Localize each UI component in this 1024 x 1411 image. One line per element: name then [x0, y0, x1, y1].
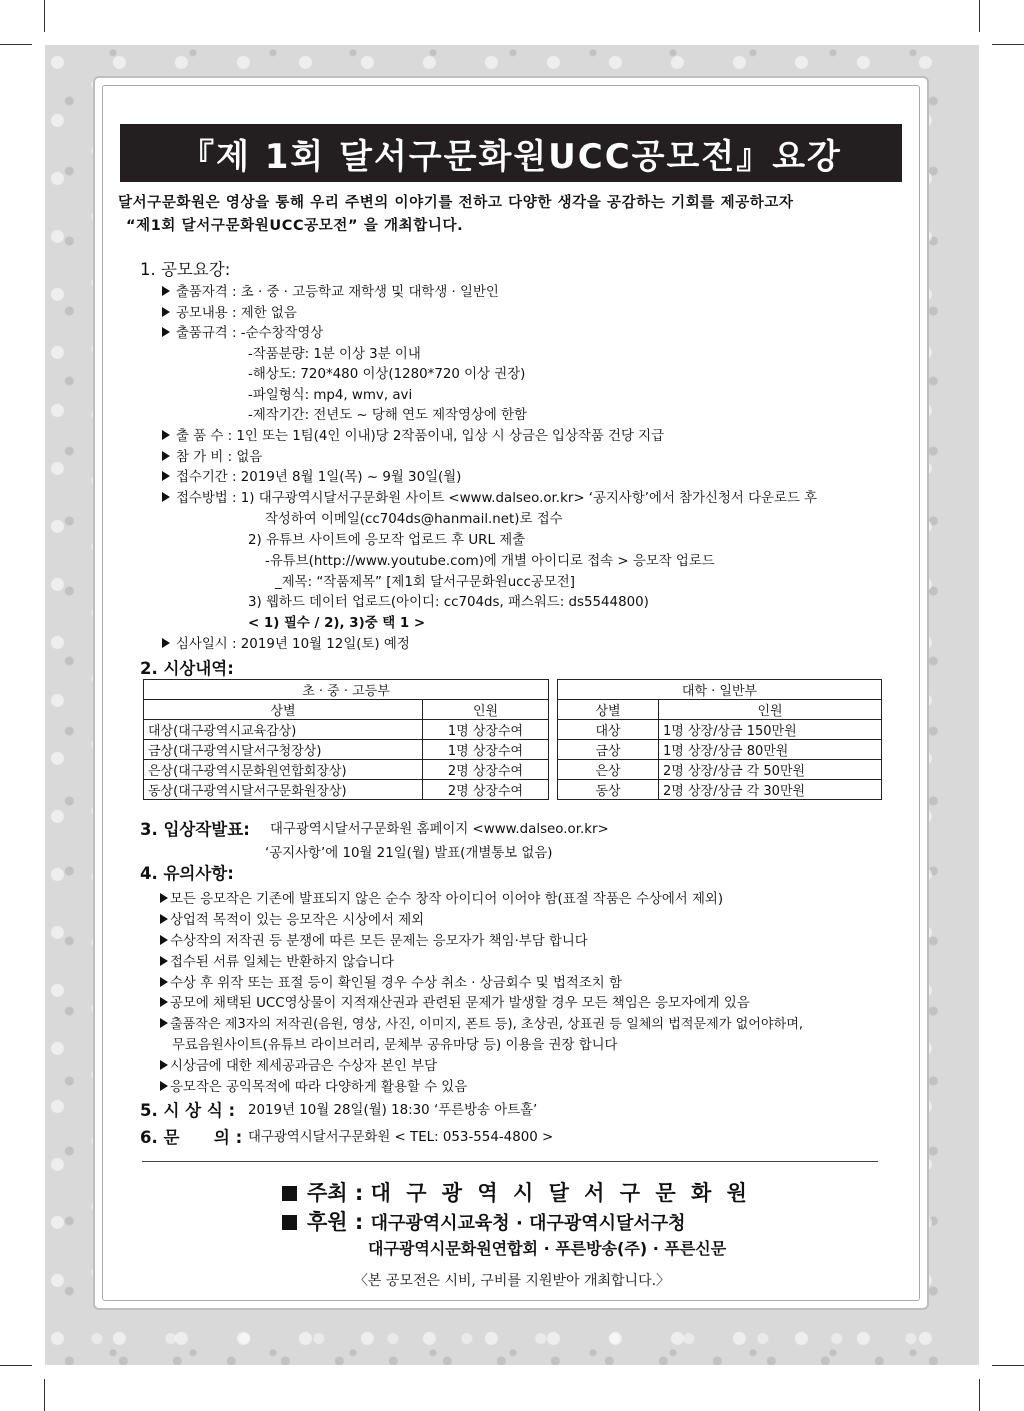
notice-text: 수상작의 저작권 등 분쟁에 따른 모든 문제는 응모자가 책임·부담 합니다	[170, 934, 588, 949]
table-row	[558, 740, 882, 760]
crop-mark	[992, 1365, 1024, 1366]
triangle-bullet-icon	[162, 471, 170, 481]
award-detail: 2명 상장수여	[423, 780, 549, 800]
table-row	[144, 760, 549, 780]
crop-mark	[979, 1379, 980, 1411]
triangle-bullet-icon	[162, 307, 170, 317]
content-row	[162, 302, 297, 321]
method-line: _제목: “작품제목” [제1회 달서구문화원ucc공모전]	[275, 575, 575, 590]
notice-text: 응모작은 공익목적에 따라 다양하게 활용할 수 있음	[170, 1080, 468, 1095]
award-name: 은상	[558, 760, 659, 780]
triangle-bullet-icon	[160, 1081, 168, 1091]
row-value: 없음	[236, 450, 263, 465]
section-6-heading: 6. 문 의 :	[140, 1128, 243, 1147]
section-1-heading: 1. 공모요강:	[140, 260, 231, 279]
row-value: 2019년 8월 1일(목) ~ 9월 30일(월)	[240, 470, 462, 485]
table-row	[558, 720, 882, 740]
fee-row	[162, 446, 262, 465]
sponsor-line	[282, 1206, 686, 1236]
table-row	[558, 780, 882, 800]
notice-text: 모든 응모작은 기존에 발표되지 않은 순수 창작 아이디어 이어야 함(표절 작품은 수상에서 제외)	[170, 892, 724, 907]
row-value: -순수창작영상	[240, 326, 324, 341]
method-line: 작성하여 이메일(cc704ds@hanmail.net)로 접수	[265, 512, 563, 527]
award-name: 동상	[558, 780, 659, 800]
award-name: 은상(대구광역시문화원연합회장상)	[144, 760, 423, 780]
notice-item	[160, 888, 723, 907]
triangle-bullet-icon	[160, 1018, 168, 1028]
spec-row	[162, 322, 323, 341]
row-label: 출 품 수 :	[176, 429, 233, 444]
page-title-text: 『제 1회 달서구문화원UCC공모전』요강	[180, 136, 842, 177]
triangle-bullet-icon	[160, 935, 168, 945]
notice-text: 시상금에 대한 제세공과금은 수상자 본인 부담	[170, 1059, 438, 1074]
host-value: 대 구 광 역 시 달 서 구 문 화 원	[370, 1181, 751, 1205]
triangle-bullet-icon	[160, 977, 168, 987]
triangle-bullet-icon	[160, 893, 168, 903]
spec-line: -파일형식: mp4, wmv, avi	[248, 388, 413, 403]
award-name: 대상	[558, 720, 659, 740]
table-col-header: 인원	[423, 700, 549, 720]
crop-mark	[0, 1365, 32, 1366]
eligibility-row	[162, 281, 499, 300]
method-line: -유튜브(http://www.youtube.com)에 개별 아이디로 접속 > 응모작 업로드	[265, 554, 715, 569]
method-line: 3) 웹하드 데이터 업로드(아이디: cc704ds, 패스워드: ds5544800)	[248, 595, 649, 610]
table-group-header: 대학 · 일반부	[558, 680, 882, 700]
notice-item	[160, 992, 750, 1011]
award-name: 동상(대구광역시달서구문화원장상)	[144, 780, 423, 800]
count-row	[162, 425, 664, 444]
triangle-bullet-icon	[162, 327, 170, 337]
row-label: 출품자격 :	[176, 285, 237, 300]
row-value: 초 · 중 · 고등학교 재학생 및 대학생 · 일반인	[240, 285, 499, 300]
row-value: 제한 없음	[240, 306, 297, 321]
host-label: 주최 :	[307, 1181, 371, 1205]
triangle-bullet-icon	[162, 430, 170, 440]
triangle-bullet-icon	[160, 956, 168, 966]
section-5-heading: 5. 시 상 식 :	[140, 1101, 236, 1120]
spec-line: -해상도: 720*480 이상(1280*720 이상 권장)	[248, 367, 526, 382]
intro-line: “제1회 달서구문화원UCC공모전” 을 개최합니다.	[126, 218, 464, 234]
notice-text: 출품작은 제3자의 저작권(음원, 영상, 사진, 이미지, 폰트 등), 초상권, 상표권 등 일체의 법적문제가 없어야하며,	[170, 1017, 804, 1032]
square-bullet-icon	[282, 1215, 297, 1230]
section-2-heading: 2. 시상내역:	[140, 659, 234, 678]
award-detail: 1명 상장수여	[423, 740, 549, 760]
notice-text: 접수된 서류 일체는 반환하지 않습니다	[170, 955, 394, 970]
award-name: 금상(대구광역시달서구청장상)	[144, 740, 423, 760]
notice-text: 공모에 채택된 UCC영상물이 지적재산권과 관련된 문제가 발생할 경우 모든 책임은 응모자에게 있음	[170, 996, 750, 1011]
announcement-line: ‘공지사항’에 10월 21일(월) 발표(개별통보 없음)	[265, 846, 553, 861]
table-row	[144, 780, 549, 800]
award-name: 대상(대구광역시교육감상)	[144, 720, 423, 740]
announcement-line: 대구광역시달서구문화원 홈페이지 <www.dalseo.or.kr>	[270, 822, 609, 837]
crop-mark	[44, 1379, 45, 1411]
notice-text: 상업적 목적이 있는 응모작은 시상에서 제외	[170, 913, 425, 928]
row-label: 접수기간 :	[176, 470, 237, 485]
award-detail: 2명 상장/상금 각 30만원	[659, 780, 882, 800]
intro-line: 달서구문화원은 영상을 통해 우리 주변의 이야기를 전하고 다양한 생각을 공감하는 기회를 제공하고자	[118, 195, 794, 211]
method-row	[162, 487, 817, 506]
notice-item	[160, 930, 588, 949]
row-label: 공모내용 :	[176, 306, 237, 321]
method-line: 2) 유튜브 사이트에 응모작 업로드 후 URL 제출	[248, 533, 526, 548]
inquiry-value: 대구광역시달서구문화원 < TEL: 053-554-4800 >	[248, 1130, 554, 1145]
award-detail: 2명 상장수여	[423, 760, 549, 780]
notice-item	[160, 1076, 467, 1095]
triangle-bullet-icon	[162, 286, 170, 296]
table-row	[144, 740, 549, 760]
host-line	[282, 1177, 751, 1207]
award-detail: 2명 상장/상금 각 50만원	[659, 760, 882, 780]
notice-item	[160, 1055, 437, 1074]
crop-mark	[0, 44, 32, 45]
row-value: 2019년 10월 12일(토) 예정	[240, 637, 410, 652]
table-col-header: 상별	[144, 700, 423, 720]
ceremony-value: 2019년 10월 28일(월) 18:30 ‘푸른방송 아트홀’	[248, 1103, 538, 1118]
triangle-bullet-icon	[160, 997, 168, 1007]
section-3-heading: 3. 입상작발표:	[140, 820, 250, 839]
crop-mark	[979, 0, 980, 32]
sponsor-label: 후원 :	[307, 1210, 371, 1234]
row-value: 1) 대구광역시달서구문화원 사이트 <www.dalseo.or.kr> ‘공지사항’에서 참가신청서 다운로드 후	[240, 491, 818, 506]
triangle-bullet-icon	[160, 1060, 168, 1070]
triangle-bullet-icon	[162, 492, 170, 502]
notice-item	[160, 1013, 803, 1032]
triangle-bullet-icon	[162, 638, 170, 648]
table-row	[558, 760, 882, 780]
award-name: 금상	[558, 740, 659, 760]
section-4-heading: 4. 유의사항:	[140, 864, 234, 883]
triangle-bullet-icon	[162, 451, 170, 461]
period-row	[162, 466, 461, 485]
crop-mark	[992, 44, 1024, 45]
row-value: 1인 또는 1팀(4인 이내)당 2작품이내, 입상 시 상금은 입상작품 건당 지급	[236, 429, 665, 444]
award-table-general	[557, 679, 882, 800]
table-col-header: 상별	[558, 700, 659, 720]
table-group-header: 초 · 중 · 고등부	[144, 680, 549, 700]
table-row	[144, 720, 549, 740]
award-table-school	[143, 679, 549, 800]
notice-text: 수상 후 위작 또는 표절 등이 확인될 경우 수상 취소 · 상금회수 및 법적조치 함	[170, 976, 622, 991]
triangle-bullet-icon	[160, 914, 168, 924]
notice-item	[160, 972, 622, 991]
notice-item	[160, 909, 424, 928]
spec-line: -작품분량: 1분 이상 3분 이내	[248, 347, 421, 362]
footer-note: 〈본 공모전은 시비, 구비를 지원받아 개최합니다.〉	[353, 1273, 671, 1289]
sponsor-line-2: 대구광역시문화원연합회 · 푸른방송(주) · 푸른신문	[368, 1239, 727, 1258]
notice-item-continued: 무료음원사이트(유튜브 라이브러리, 문체부 공유마당 등) 이용을 권장 합니다	[172, 1038, 618, 1053]
divider	[142, 1161, 878, 1162]
row-label: 심사일시 :	[176, 637, 237, 652]
award-detail: 1명 상장/상금 150만원	[659, 720, 882, 740]
review-row	[162, 633, 410, 652]
table-col-header: 인원	[659, 700, 882, 720]
method-note: < 1) 필수 / 2), 3)중 택 1 >	[248, 616, 426, 631]
award-detail: 1명 상장수여	[423, 720, 549, 740]
crop-mark	[44, 0, 45, 32]
square-bullet-icon	[282, 1186, 297, 1201]
row-label: 참 가 비 :	[176, 450, 233, 465]
row-label: 출품규격 :	[176, 326, 237, 341]
page-title	[120, 124, 902, 182]
notice-item	[160, 951, 394, 970]
row-label: 접수방법 :	[176, 491, 237, 506]
sponsor-value: 대구광역시교육청 · 대구광역시달서구청	[370, 1213, 686, 1234]
spec-line: -제작기간: 전년도 ~ 당해 연도 제작영상에 한함	[248, 408, 527, 423]
award-detail: 1명 상장/상금 80만원	[659, 740, 882, 760]
intro-text	[118, 192, 918, 238]
